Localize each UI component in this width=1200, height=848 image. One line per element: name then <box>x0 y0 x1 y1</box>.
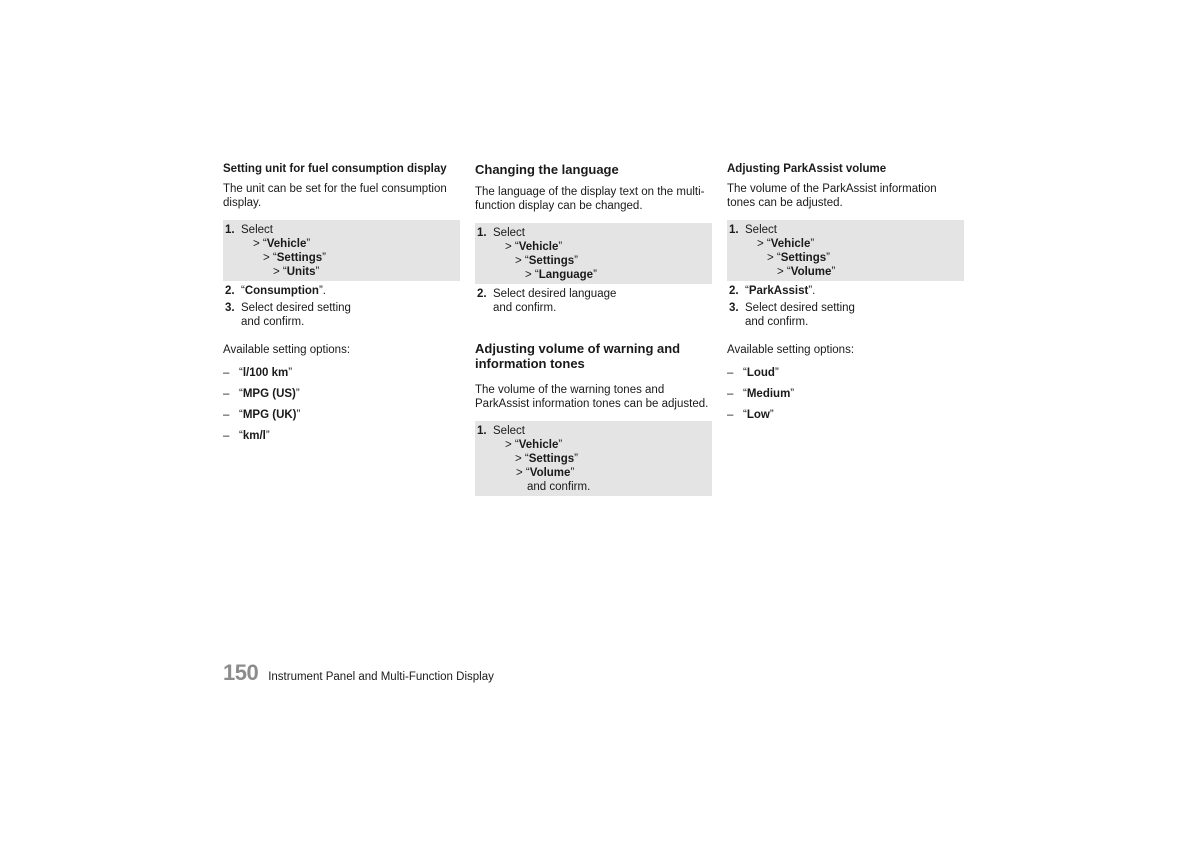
list-item: – “MPG (US)” <box>223 388 300 400</box>
step-1 <box>477 226 712 282</box>
options-list <box>727 366 964 422</box>
step-number: 1. <box>477 425 487 437</box>
page-number: 150 <box>223 660 259 685</box>
instruction-box <box>727 220 964 281</box>
step-3: 3. Select desired setting and confirm. <box>729 302 855 328</box>
menu-path-item: > “Volume” <box>777 266 836 278</box>
menu-path-item: > “Settings” <box>515 255 578 267</box>
list-item: – “Loud” <box>727 367 779 379</box>
instruction-box <box>223 220 460 281</box>
list-item: – “l/100 km” <box>223 367 293 379</box>
menu-path-item: > “Vehicle” <box>505 439 563 451</box>
step-number: 1. <box>477 227 487 239</box>
steps <box>475 223 712 315</box>
step-number: 1. <box>225 224 235 236</box>
step-1 <box>729 223 964 279</box>
step-3: 3. Select desired setting and confirm. <box>225 302 351 328</box>
step-number: 1. <box>729 224 739 236</box>
menu-path-item: > “Vehicle” <box>757 238 815 250</box>
options-list <box>223 366 460 443</box>
page-footer <box>223 660 494 686</box>
list-item: – “MPG (UK)” <box>223 409 301 421</box>
menu-path-item: > “Settings” <box>263 252 326 264</box>
steps <box>727 220 964 329</box>
step-1 <box>477 424 712 494</box>
section-heading-language: Changing the language <box>475 162 619 177</box>
column-fuel-unit <box>223 160 460 450</box>
section-heading-warning-volume: Adjusting volume of warning and information tones <box>475 341 681 371</box>
step-1 <box>225 223 460 279</box>
step-value: Consumption <box>244 285 319 297</box>
section-intro: The volume of the warning tones and ParkAssist information tones can be adjusted. <box>475 384 709 410</box>
step-number: 2. <box>477 288 487 300</box>
step-number: 3. <box>729 302 739 314</box>
step-label: Select <box>745 224 777 236</box>
steps <box>475 421 712 496</box>
step-value: ParkAssist <box>748 285 809 297</box>
column-language-volume <box>475 160 712 496</box>
section-intro: The unit can be set for the fuel consumption display. <box>223 183 447 209</box>
step-tail: and confirm. <box>527 481 591 493</box>
menu-path-item: > “Vehicle” <box>505 241 563 253</box>
list-item: – “Low” <box>727 409 774 421</box>
step-label: Select <box>493 425 525 437</box>
step-number: 2. <box>729 285 739 297</box>
step-2: 2. Select desired language and confirm. <box>477 288 617 314</box>
column-parkassist <box>727 160 964 429</box>
step-number: 3. <box>225 302 235 314</box>
step-number: 2. <box>225 285 235 297</box>
options-label: Available setting options: <box>223 344 351 356</box>
step-2: 2. “Consumption”. <box>225 285 326 297</box>
step-label: Select <box>493 227 525 239</box>
section-intro: The language of the display text on the multi-function display can be changed. <box>475 186 705 212</box>
instruction-box <box>475 223 712 284</box>
instruction-box <box>475 421 712 496</box>
list-item: – “km/l” <box>223 430 270 442</box>
menu-path-item: > “Units” <box>273 266 320 278</box>
section-heading-parkassist: Adjusting ParkAssist volume <box>727 163 887 175</box>
section-warning-volume <box>475 341 712 496</box>
options-label: Available setting options: <box>727 344 855 356</box>
menu-path-item: > “Settings” <box>767 252 830 264</box>
menu-path-item: > “Vehicle” <box>253 238 311 250</box>
step-label: Select <box>241 224 273 236</box>
menu-path-item: > “Language” <box>525 269 597 281</box>
menu-path-item: > “Settings” <box>515 453 578 465</box>
step-2: 2. “ParkAssist”. <box>729 285 816 297</box>
section-intro: The volume of the ParkAssist information tones can be adjusted. <box>727 183 937 209</box>
section-title: Instrument Panel and Multi-Function Display <box>268 671 494 683</box>
menu-path-item: > “Volume” <box>516 467 575 479</box>
steps <box>223 220 460 329</box>
section-heading-fuel-unit: Setting unit for fuel consumption display <box>223 163 447 175</box>
list-item: – “Medium” <box>727 388 795 400</box>
